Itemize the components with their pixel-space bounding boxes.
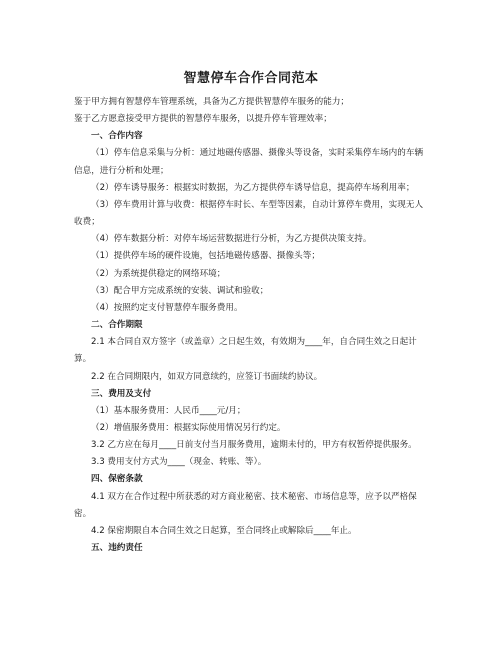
clause-paragraph: 2.1 本合同自双方签字（或盖章）之日起生效，有效期为____年，自合同生效之日起计算。	[74, 337, 417, 365]
clause-paragraph: （3）配合甲方完成系统的安装、调试和验收；	[91, 285, 269, 296]
document-title: 智慧停车合作合同范本	[183, 71, 319, 86]
section-heading: 四、保密条款	[91, 474, 143, 485]
clause-paragraph: （4）停车数据分析：对停车场运营数据进行分析，为乙方提供决策支持。	[91, 234, 372, 245]
clause-paragraph: 4.1 双方在合作过程中所获悉的对方商业秘密、技术秘密、市场信息等，应予以严格保密。	[74, 491, 417, 519]
document-body	[74, 94, 430, 557]
preamble-paragraph: 鉴于甲方拥有智慧停车管理系统，具备为乙方提供智慧停车服务的能力；	[74, 97, 350, 107]
section-heading: 一、合作内容	[91, 131, 143, 142]
clause-paragraph: （3）停车费用计算与收费：根据停车时长、车型等因素，自动计算停车费用，实现无人收费；	[74, 199, 424, 228]
clause-paragraph: （1）基本服务费用：人民币____元/月；	[91, 405, 246, 416]
clause-paragraph: 4.2 保密期限自本合同生效之日起算，至合同终止或解除后____年止。	[91, 525, 357, 536]
clause-paragraph: （1）停车信息采集与分析：通过地磁传感器、摄像头等设备，实时采集停车场内的车辆信息，进行分析和处理；	[74, 148, 424, 176]
clause-paragraph: 3.2 乙方应在每月____日前支付当月服务费用，逾期未付的，甲方有权暂停提供服务。	[91, 440, 417, 451]
clause-paragraph: （2）增值服务费用：根据实际使用情况另行约定。	[91, 422, 286, 433]
preamble-paragraph: 鉴于乙方愿意接受甲方提供的智慧停车服务，以提升停车管理效率；	[74, 114, 332, 125]
section-heading: 五、违约责任	[91, 543, 143, 554]
clause-paragraph: （2）为系统提供稳定的网络环境；	[91, 268, 226, 279]
clause-paragraph: （1）提供停车场的硬件设施，包括地磁传感器、摄像头等；	[91, 251, 320, 262]
section-heading: 二、合作期限	[91, 320, 143, 331]
clause-paragraph: （2）停车诱导服务：根据实时数据，为乙方提供停车诱导信息，提高停车场利用率；	[91, 182, 415, 193]
clause-paragraph: 2.2 在合同期限内，如双方同意续约，应签订书面续约协议。	[91, 371, 323, 382]
section-heading: 三、费用及支付	[91, 388, 152, 399]
clause-paragraph: （4）按照约定支付智慧停车服务费用。	[91, 302, 243, 313]
clause-paragraph: 3.3 费用支付方式为____（现金、转账、等）。	[91, 457, 267, 468]
